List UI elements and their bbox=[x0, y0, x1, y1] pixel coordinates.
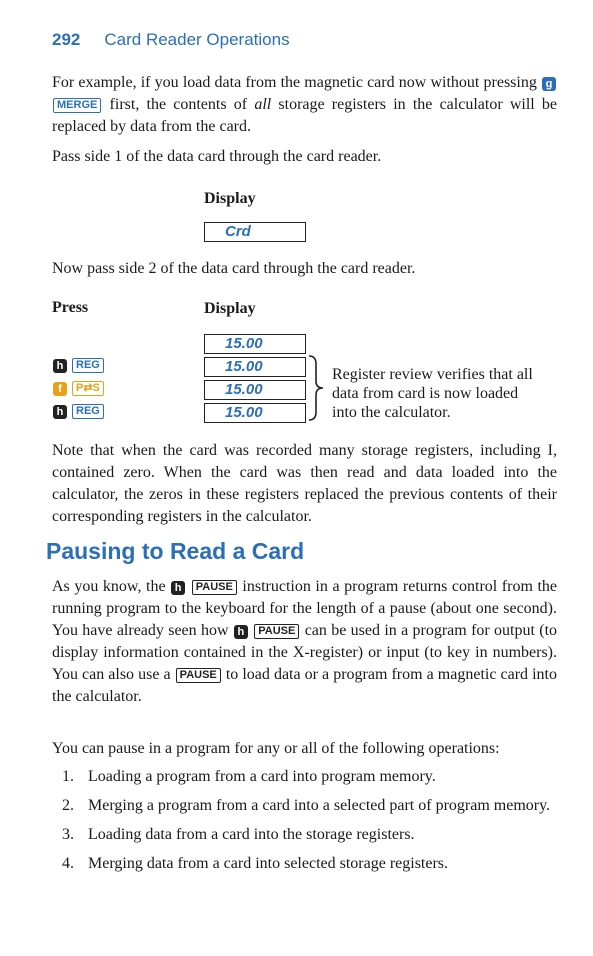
pause-key: PAUSE bbox=[176, 668, 221, 683]
note-paragraph: Note that when the card was recorded many storage registers, including I, contained zero. When the card was then read and data loaded into the calculator, the zeros in these registers replaced the previous contents of their corresponding registers in the calculator. bbox=[52, 442, 557, 525]
display-label-2: Display bbox=[204, 300, 256, 317]
reg-key: REG bbox=[72, 358, 104, 373]
display-value: 15.00 bbox=[204, 334, 306, 354]
page-number: 292 bbox=[52, 30, 81, 49]
pause-paragraph bbox=[52, 576, 557, 708]
list-item: 4. Merging data from a card into selected storage registers. bbox=[62, 855, 449, 872]
key-sequence-h-reg bbox=[52, 358, 105, 373]
list-item: 1. Loading a program from a card into program memory. bbox=[62, 768, 436, 785]
pause-key: PAUSE bbox=[192, 580, 237, 595]
section-title: Card Reader Operations bbox=[104, 30, 290, 49]
pxs-key: P⇄S bbox=[72, 381, 104, 396]
operations-intro: You can pause in a program for any or all of the following operations: bbox=[52, 740, 500, 757]
merge-key: MERGE bbox=[53, 98, 101, 113]
operations-list bbox=[52, 766, 557, 882]
intro-text-a: For example, if you load data from the magnetic card now without pressing bbox=[52, 74, 537, 91]
pause-text-d: to load data or a program from a magnetic card into the calculator. bbox=[52, 666, 557, 705]
display-crd: Crd bbox=[204, 222, 306, 242]
pause-text-b: instruction in a program returns control from the running program to the keyboard for the length of a pause (about one second). You have already seen how bbox=[52, 578, 558, 639]
g-key: g bbox=[542, 77, 556, 91]
key-sequence-h-reg-2 bbox=[52, 404, 105, 419]
pause-text-a: As you know, the bbox=[52, 578, 166, 595]
step-side-1: Pass side 1 of the data card through the card reader. bbox=[52, 148, 382, 165]
pause-text-c: can be used in a program for output (to display information contained in the X-register) or input (to key in numbers). You can also use a bbox=[52, 622, 558, 683]
list-item-text: Merging data from a card into selected storage registers. bbox=[88, 855, 449, 872]
display-value: 15.00 bbox=[204, 380, 306, 400]
list-item: 2. Merging a program from a card into a selected part of program memory. bbox=[62, 797, 551, 814]
h-key: h bbox=[53, 405, 67, 419]
pause-key: PAUSE bbox=[254, 624, 299, 639]
key-sequence-f-pxs bbox=[52, 381, 105, 396]
intro-emphasis: all bbox=[254, 96, 272, 113]
display-value: 15.00 bbox=[204, 357, 306, 377]
display-label: Display bbox=[204, 190, 256, 207]
f-key: f bbox=[53, 382, 67, 396]
reg-key: REG bbox=[72, 404, 104, 419]
display-value: 15.00 bbox=[204, 403, 306, 423]
intro-text-c: storage registers in the calculator will be replaced by data from the card. bbox=[52, 96, 558, 135]
h-key: h bbox=[234, 625, 248, 639]
list-item-text: Loading a program from a card into program memory. bbox=[88, 768, 436, 785]
intro-text-b: first, the contents of bbox=[109, 96, 248, 113]
intro-paragraph bbox=[52, 72, 557, 138]
section-heading: Pausing to Read a Card bbox=[46, 538, 305, 564]
h-key: h bbox=[53, 359, 67, 373]
page-header bbox=[52, 30, 290, 50]
list-item: 3. Loading data from a card into the storage registers. bbox=[62, 826, 415, 843]
list-item-text: Loading data from a card into the storage registers. bbox=[88, 826, 415, 843]
h-key: h bbox=[171, 581, 185, 595]
step-side-2: Now pass side 2 of the data card through the card reader. bbox=[52, 260, 416, 277]
press-label: Press bbox=[52, 299, 89, 316]
list-item-text: Merging a program from a card into a selected part of program memory. bbox=[88, 797, 551, 814]
review-note: Register review verifies that all data from card is now loaded into the calculator. bbox=[332, 366, 533, 421]
brace-icon bbox=[307, 354, 327, 422]
